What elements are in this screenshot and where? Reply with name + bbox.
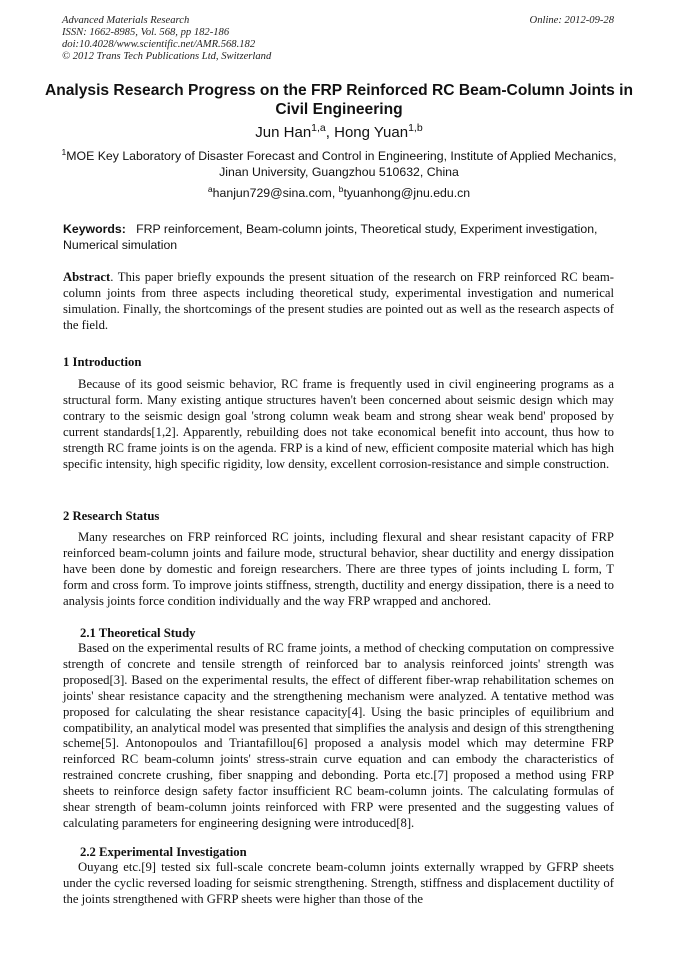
journal-name: Advanced Materials Research	[62, 15, 190, 26]
journal-header	[62, 15, 271, 63]
keywords-label: Keywords	[63, 222, 122, 236]
copyright-line: © 2012 Trans Tech Publications Ltd, Switzerland	[62, 51, 272, 62]
author-name: Jun Han	[255, 124, 312, 141]
abstract	[63, 270, 614, 334]
issn-line: ISSN: 1662-8985, Vol. 568, pp 182-186	[62, 27, 230, 38]
paper-title: Analysis Research Progress on the FRP Reinforced RC Beam-Column Joints in Civil Engineering	[44, 82, 634, 118]
abstract-text: . This paper briefly expounds the present situation of the research on FRP reinforced RC beam-column joints from three aspects including theoretical study, experimental investigation and numerical simulation. Finally, the shortcomings of the present studies are pointed out as well as the research aspects of the field.	[63, 270, 614, 332]
email-mark: a	[207, 183, 213, 194]
email-separator: ,	[331, 186, 339, 200]
author-separator: ,	[325, 124, 335, 141]
author-affiliation-mark: 1,b	[408, 122, 423, 134]
section-heading: 2 Research Status	[63, 509, 160, 523]
author-emails	[0, 185, 678, 201]
affiliation-mark: 1	[61, 146, 67, 157]
email-address: hanjun729@sina.com	[212, 186, 332, 200]
section-paragraph: Ouyang etc.[9] tested six full-scale concrete beam-column joints externally wrapped by GFRP sheets under the cyclic reversed loading for seismic strengthening. Strength, stiffness and displacement ductility of the joints strengthened with GFRP sheets were higher than those of the	[63, 860, 614, 906]
author-line	[0, 124, 678, 142]
affiliation	[60, 148, 618, 180]
section-heading: 1 Introduction	[63, 355, 142, 369]
affiliation-text: MOE Key Laboratory of Disaster Forecast and Control in Engineering, Institute of Applied Mechanics, Jinan University, Guangzhou 510632, China	[66, 149, 617, 179]
subsection-heading: 2.1 Theoretical Study	[80, 626, 196, 640]
author-affiliation-mark: 1,a	[311, 122, 326, 134]
email-address: tyuanhong@jnu.edu.cn	[343, 186, 471, 200]
author-name: Hong Yuan	[334, 124, 409, 141]
doi-line: doi:10.4028/www.scientific.net/AMR.568.182	[62, 39, 256, 50]
abstract-label: Abstract	[63, 270, 111, 284]
section-paragraph: Based on the experimental results of RC frame joints, a method of checking computation on compressive strength of concrete and tensile strength of reinforced bar to analysis reinforced joints' strength was proposed[3]. Based on the experimental results, the effect of different fiber-wrap rehabilitation schemes on joints' shear resistance capacity and the strengthening mechanism were analyzed. A tentative method was proposed for calculating the shear resistance capacity[4]. Using the basic principles of equilibrium and compatibility, an analytical model was presented that simplifies the analysis and design of this strengthening scheme[5]. Antonopoulos and Triantafillou[6] proposed a analysis model which may determine FRP reinforced RC beam-column joints' stress-strain curve equation and can embody the characteristics of restrained concrete crushing, fiber snapping and debonding. Porta etc.[7] proposed a method using FRP sheets to reinforce design safety factor insufficient RC beam-column joints. The calculating formulas of shear strength of beam-column joints reinforced with FRP were presented and the suggesting values of calculating parameters for engineering designing were introduced[8].	[63, 641, 614, 830]
section-paragraph: Many researches on FRP reinforced RC joints, including flexural and shear resistant capacity of FRP reinforced beam-column joints and failure mode, structural behavior, shear ductility and energy dissipation have been done by domestic and foreign researchers. There are three types of joints including L form, T form and cross form. To improve joints stiffness, strength, ductility and energy dissipation, there is a need to analysis joints force condition individually and the way FRP wrapped and anchored.	[63, 530, 614, 608]
keywords-text: FRP reinforcement, Beam-column joints, Theoretical study, Experiment investigation, Numerical simulation	[63, 222, 598, 252]
email-mark: b	[338, 183, 344, 194]
keywords-colon: :	[121, 222, 126, 236]
subsection-heading: 2.2 Experimental Investigation	[80, 845, 247, 859]
keywords	[63, 221, 614, 253]
online-date: Online: 2012-09-28	[529, 15, 614, 26]
section-paragraph: Because of its good seismic behavior, RC frame is frequently used in civil engineering programs as a structural form. Many existing antique structures haven't been concerned about seismic design which may contrary to the seismic design goal 'strong column weak beam and strong shear weak bend' proposed by current standards[1,2]. Apparently, rebuilding does not take economical benefit into account, thus how to strength RC frame joints is on the agenda. FRP is a kind of new, efficient composite material which has high specific intensity, high specific rigidity, low density, excellent corrosion-resistance and simple construction.	[63, 377, 614, 471]
